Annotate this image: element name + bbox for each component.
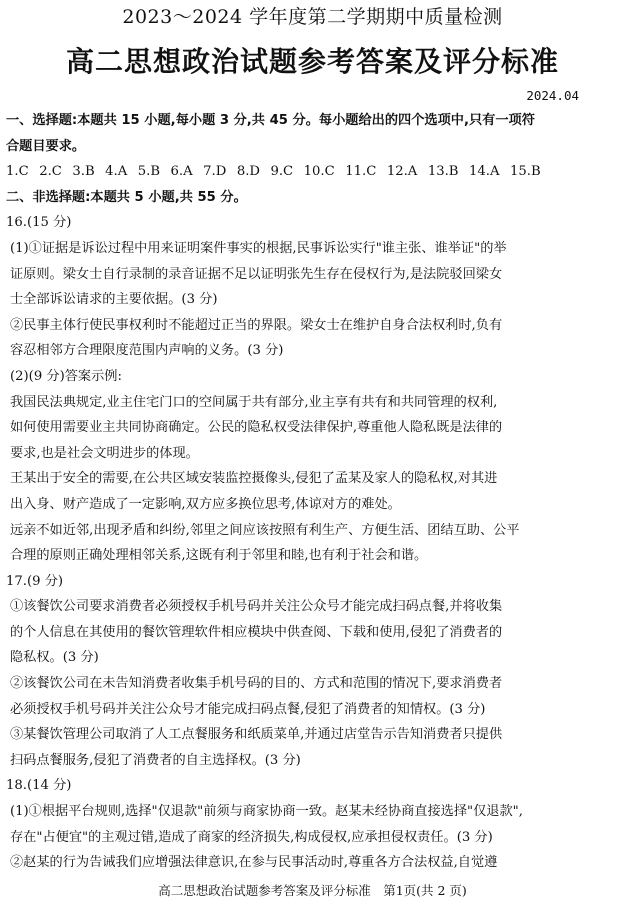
- q16-text-line: (1)①证据是诉讼过程中用来证明案件事实的根据,民事诉讼实行"谁主张、谁举证"的举: [10, 240, 507, 256]
- answer-item: 6.A: [170, 164, 193, 180]
- q16-text-line: 要求,也是社会文明进步的体现。: [10, 445, 199, 461]
- page-footer: 高二思想政治试题参考答案及评分标准 第1页(共 2 页): [158, 883, 467, 898]
- q18-text-line: 存在"占便宜"的主观过错,造成了商家的经济损失,构成侵权,应承担侵权责任。(3 分): [10, 829, 493, 845]
- answer-item: 3.B: [72, 164, 95, 180]
- question-18-number: 18.(14 分): [6, 778, 72, 794]
- q17-text-line: ①该餐饮公司要求消费者必须授权手机号码并关注公众号才能完成扫码点餐,并将收集: [10, 599, 503, 615]
- q16-text-line: 我国民法典规定,业主住宅门口的空间属于共有部分,业主享有共有和共同管理的权利,: [10, 394, 498, 410]
- answer-item: 1.C: [6, 164, 29, 180]
- multiple-choice-answers: [6, 159, 618, 185]
- q16-text-line: 如何使用需要业主共同协商确定。公民的隐私权受法律保护,尊重他人隐私既是法律的: [10, 420, 503, 436]
- answer-item: 9.C: [270, 164, 294, 180]
- q17-text-line: 扫码点餐服务,侵犯了消费者的自主选择权。(3 分): [10, 752, 301, 768]
- section2-heading: 二、非选择题:本题共 5 小题,共 55 分。: [6, 189, 247, 205]
- q18-text-line: (1)①根据平台规则,选择"仅退款"前须与商家协商一致。赵某未经协商直接选择"仅退款",: [10, 804, 523, 820]
- document-title: 高二思想政治试题参考答案及评分标准: [65, 45, 559, 78]
- document-date: 2024.04: [526, 88, 579, 103]
- q16-text-line: 士全部诉讼请求的主要依据。(3 分): [10, 292, 218, 308]
- q17-text-line: 必须授权手机号码并关注公众号才能完成扫码点餐,侵犯了消费者的知情权。(3 分): [10, 701, 486, 717]
- q16-text-line: ②民事主体行使民事权利时不能超过正当的界限。梁女士在维护自身合法权利时,负有: [10, 317, 503, 333]
- q16-text-line: (2)(9 分)答案示例:: [10, 368, 122, 384]
- q16-text-line: 合理的原则正确处理相邻关系,这既有利于邻里和睦,也有利于社会和谐。: [10, 548, 428, 564]
- answer-item: 11.C: [345, 164, 377, 180]
- answer-item: 12.A: [386, 164, 418, 180]
- answer-item: 7.D: [203, 164, 227, 180]
- answer-item: 5.B: [137, 164, 161, 180]
- question-16-number: 16.(15 分): [6, 215, 72, 231]
- q16-text-line: 远亲不如近邻,出现矛盾和纠纷,邻里之间应该按照有利生产、方便生活、团结互助、公平: [10, 522, 520, 538]
- q18-text-line: ②赵某的行为告诫我们应增强法律意识,在参与民事活动时,尊重各方合法权益,自觉遵: [10, 855, 498, 871]
- exam-term-line: 2023～2024 学年度第二学期期中质量检测: [122, 6, 503, 28]
- question-17-number: 17.(9 分): [6, 573, 64, 589]
- q17-text-line: ③某餐饮管理公司取消了人工点餐服务和纸质菜单,并通过店堂告示告知消费者只提供: [10, 727, 503, 743]
- q17-text-line: ②该餐饮公司在未告知消费者收集手机号码的目的、方式和范围的情况下,要求消费者: [10, 676, 503, 692]
- section1-heading-line2: 合题目要求。: [6, 138, 86, 154]
- answer-item: 13.B: [427, 164, 459, 180]
- q17-text-line: 隐私权。(3 分): [10, 650, 99, 666]
- q17-text-line: 的个人信息在其使用的餐饮管理软件相应模块中供查阅、下载和使用,侵犯了消费者的: [10, 624, 503, 640]
- answer-item: 15.B: [509, 164, 541, 180]
- q16-text-line: 出入身、财产造成了一定影响,双方应多换位思考,体谅对方的难处。: [10, 496, 401, 512]
- answer-item: 10.C: [303, 164, 335, 180]
- answer-item: 2.C: [39, 164, 62, 180]
- answer-item: 8.D: [236, 164, 260, 180]
- answer-item: 4.A: [105, 164, 128, 180]
- q16-text-line: 证原则。梁女士自行录制的录音证据不足以证明张先生存在侵权行为,是法院驳回梁女: [10, 266, 503, 282]
- answer-item: 14.A: [468, 164, 500, 180]
- answer-body: [6, 108, 618, 876]
- section1-heading-line1: 一、选择题:本题共 15 小题,每小题 3 分,共 45 分。每小题给出的四个选项中,只有一项符: [6, 113, 535, 128]
- q16-text-line: 容忍相邻方合理限度范围内声响的义务。(3 分): [10, 343, 284, 359]
- q16-text-line: 王某出于安全的需要,在公共区域安装监控摄像头,侵犯了孟某及家人的隐私权,对其进: [10, 471, 498, 487]
